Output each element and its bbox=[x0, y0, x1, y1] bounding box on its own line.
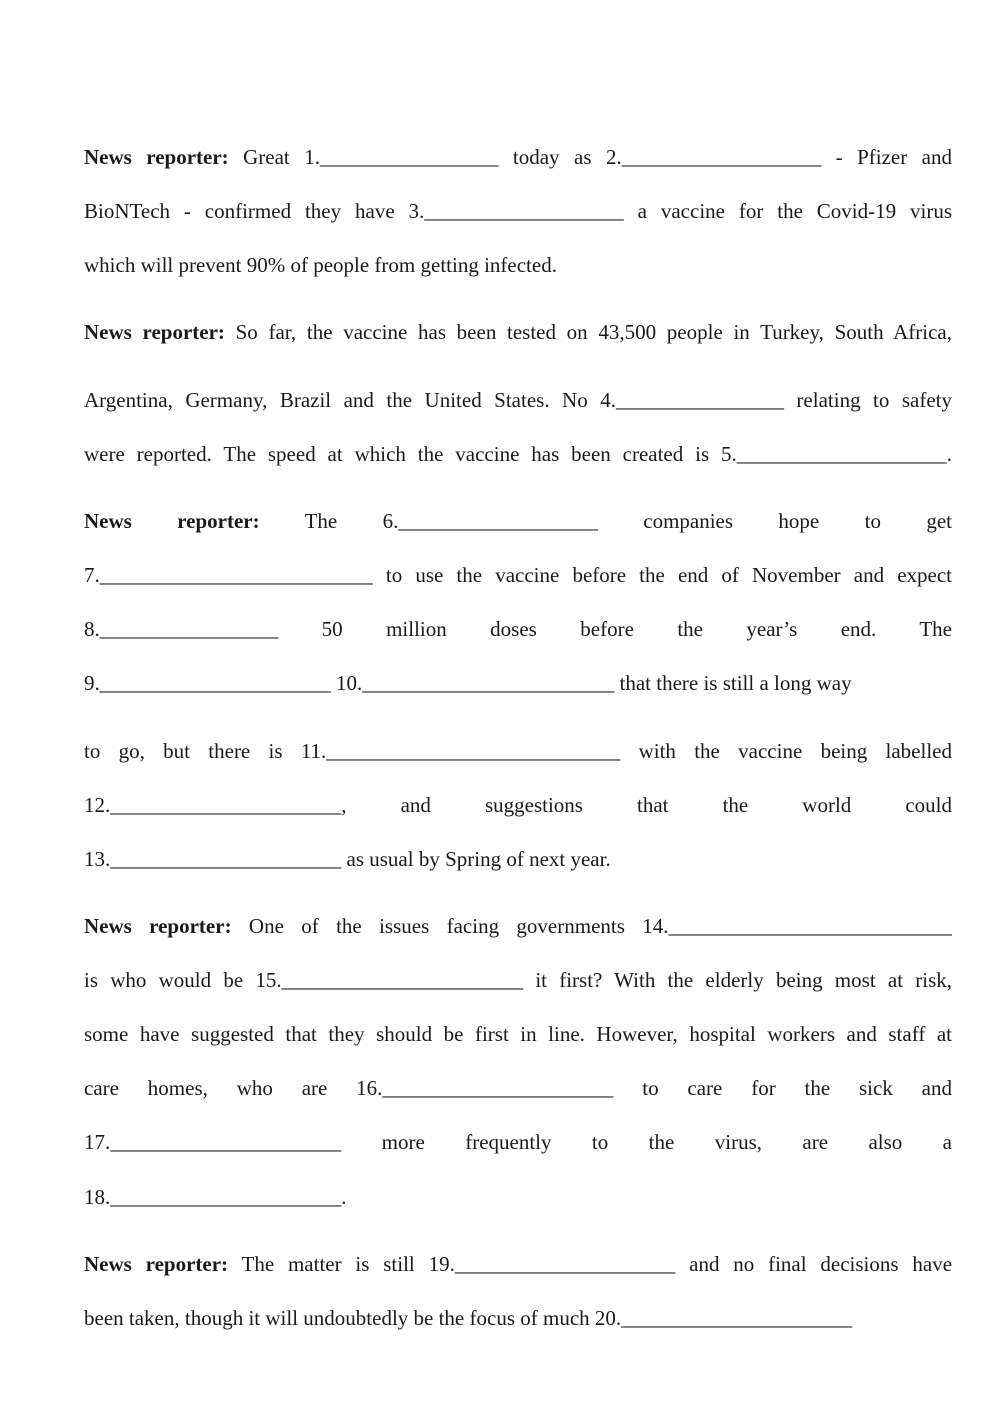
paragraph-3-line-3: 8._________________ 50 million doses before the year’s end. The bbox=[84, 617, 952, 641]
paragraph-4-line-1 bbox=[84, 912, 952, 940]
speaker-label: News reporter: bbox=[84, 320, 225, 344]
paragraph-3-line-7: 13.______________________ as usual by Spring of next year. bbox=[84, 847, 611, 871]
paragraph-1-line-3: which will prevent 90% of people from getting infected. bbox=[84, 253, 557, 277]
paragraph-3-line-4: 9.______________________ 10.________________________ that there is still a long way bbox=[84, 671, 852, 695]
paragraph-4-line-2: is who would be 15._______________________ it first? With the elderly being most at risk, bbox=[84, 968, 952, 992]
paragraph-1-line-2: BioNTech - confirmed they have 3.___________________ a vaccine for the Covid-19 virus bbox=[84, 199, 952, 223]
line-text: Great 1._________________ today as 2.___________________ - Pfizer and bbox=[243, 145, 952, 169]
paragraph-3-line-6: 12.______________________, and suggestions that the world could bbox=[84, 793, 952, 817]
paragraph-5-line-1 bbox=[84, 1250, 952, 1278]
paragraph-4-line-3: some have suggested that they should be first in line. However, hospital workers and staff at bbox=[84, 1022, 952, 1046]
line-text: So far, the vaccine has been tested on 43,500 people in Turkey, South Africa, bbox=[235, 320, 952, 344]
paragraph-4-line-4: care homes, who are 16.______________________ to care for the sick and bbox=[84, 1076, 952, 1100]
paragraph-3-line-5: to go, but there is 11.____________________________ with the vaccine being labelled bbox=[84, 739, 952, 763]
line-text: The 6.___________________ companies hope to get bbox=[304, 509, 952, 533]
paragraph-2-line-3: were reported. The speed at which the vaccine has been created is 5.____________________. bbox=[84, 442, 952, 466]
line-text: One of the issues facing governments 14.___________________________ bbox=[248, 914, 952, 938]
paragraph-3-line-1 bbox=[84, 507, 952, 535]
paragraph-1-line-1 bbox=[84, 143, 952, 171]
speaker-label: News reporter: bbox=[84, 509, 260, 533]
paragraph-2-line-2: Argentina, Germany, Brazil and the United States. No 4.________________ relating to safety bbox=[84, 388, 952, 412]
paragraph-5-line-2: been taken, though it will undoubtedly be the focus of much 20.______________________ bbox=[84, 1306, 853, 1330]
speaker-label: News reporter: bbox=[84, 914, 232, 938]
speaker-label: News reporter: bbox=[84, 1252, 229, 1276]
paragraph-4-line-5: 17.______________________ more frequently to the virus, are also a bbox=[84, 1130, 952, 1154]
paragraph-2-line-1 bbox=[84, 318, 952, 346]
speaker-label: News reporter: bbox=[84, 145, 229, 169]
line-text: The matter is still 19._____________________ and no final decisions have bbox=[241, 1252, 952, 1276]
paragraph-3-line-2: 7.__________________________ to use the vaccine before the end of November and expect bbox=[84, 563, 952, 587]
paragraph-4-line-6: 18.______________________. bbox=[84, 1185, 347, 1209]
